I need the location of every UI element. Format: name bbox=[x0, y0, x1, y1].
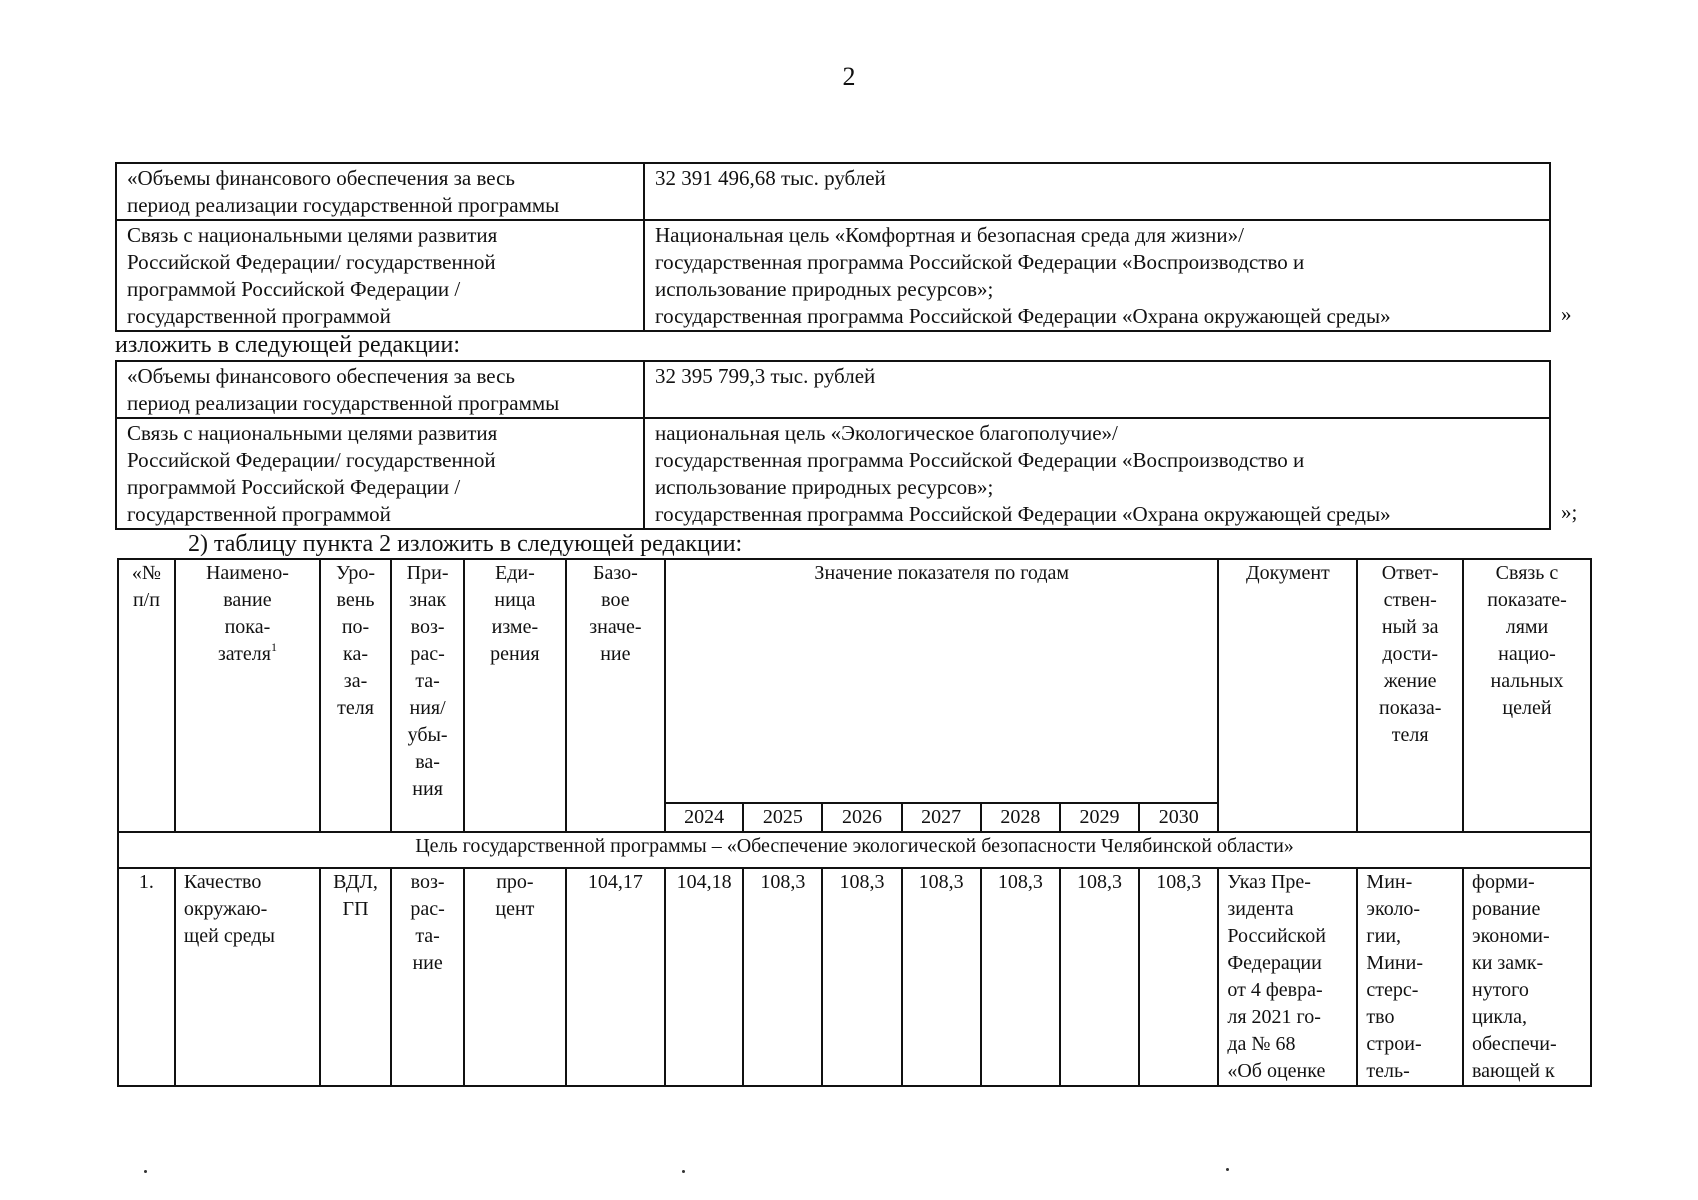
goal-text: Цель государственной программы – «Обеспечение экологической безопасности Челябинской области» bbox=[118, 832, 1591, 868]
year-2029: 2029 bbox=[1060, 803, 1139, 832]
col-header-values-by-year: Значение показателя по годам bbox=[665, 559, 1218, 803]
col-header-level: Уро- вень по- ка- за- теля bbox=[320, 559, 391, 832]
row-indicator-name: Качество окружаю- щей среды bbox=[175, 868, 320, 1086]
row-document: Указ Пре- зидента Российской Федерации от 4 февра- ля 2021 го- да № 68 «Об оценке bbox=[1218, 868, 1357, 1086]
old-national-goals-label: Связь с национальными целями развития Российской Федерации/ государственной программой Российской Федерации / государственной программой bbox=[116, 220, 644, 331]
col-header-document: Документ bbox=[1218, 559, 1357, 832]
new-national-goals-label: Связь с национальными целями развития Российской Федерации/ государственной программой Российской Федерации / государственной программой bbox=[116, 418, 644, 529]
year-2026: 2026 bbox=[822, 803, 901, 832]
row-unit: про- цент bbox=[464, 868, 566, 1086]
new-closing-quote: »; bbox=[1561, 500, 1578, 524]
row-responsible: Мин- эколо- гии, Мини- стерс- тво строи- тель- bbox=[1357, 868, 1463, 1086]
row-value-2029: 108,3 bbox=[1060, 868, 1139, 1086]
goal-row bbox=[118, 832, 1591, 868]
row-level: ВДЛ, ГП bbox=[320, 868, 391, 1086]
col-header-unit: Еди- ница изме- рения bbox=[464, 559, 566, 832]
new-passport-table bbox=[115, 360, 1551, 530]
year-2024: 2024 bbox=[665, 803, 743, 832]
col-header-sign: При- знак воз- рас- та- ния/ убы- ва- ния bbox=[391, 559, 464, 832]
year-2025: 2025 bbox=[743, 803, 822, 832]
page-number: 2 bbox=[842, 62, 856, 91]
row-value-2025: 108,3 bbox=[743, 868, 822, 1086]
old-closing-quote: » bbox=[1561, 302, 1572, 326]
col-header-num: «№ п/п bbox=[118, 559, 175, 832]
row-value-2027: 108,3 bbox=[902, 868, 981, 1086]
col-header-national-goals-link: Связь с показате- лями нацио- нальных целей bbox=[1463, 559, 1591, 832]
row-national-goals-link: форми- рование экономи- ки замк- нутого цикла, обеспечи- вающей к bbox=[1463, 868, 1591, 1086]
new-financing-row bbox=[116, 361, 1550, 418]
old-financing-value: 32 391 496,68 тыс. рублей bbox=[644, 163, 1550, 220]
row-value-2026: 108,3 bbox=[822, 868, 901, 1086]
year-2028: 2028 bbox=[981, 803, 1060, 832]
row-sign: воз- рас- та- ние bbox=[391, 868, 464, 1086]
old-financing-row bbox=[116, 163, 1550, 220]
transition-text: изложить в следующей редакции: bbox=[115, 332, 461, 358]
scan-speck bbox=[144, 1170, 147, 1173]
new-national-goals-row bbox=[116, 418, 1550, 529]
year-2027: 2027 bbox=[902, 803, 981, 832]
old-passport-table bbox=[115, 162, 1551, 332]
row-value-2028: 108,3 bbox=[981, 868, 1060, 1086]
new-financing-value: 32 395 799,3 тыс. рублей bbox=[644, 361, 1550, 418]
item-heading: 2) таблицу пункта 2 изложить в следующей редакции: bbox=[188, 531, 743, 557]
table-row bbox=[118, 868, 1591, 1086]
old-financing-label: «Объемы финансового обеспечения за весь период реализации государственной программы bbox=[116, 163, 644, 220]
scan-speck bbox=[1226, 1168, 1229, 1171]
col-header-base: Базо- вое значе- ние bbox=[566, 559, 665, 832]
new-financing-label: «Объемы финансового обеспечения за весь период реализации государственной программы bbox=[116, 361, 644, 418]
header-row bbox=[118, 559, 1591, 803]
old-national-goals-value: Национальная цель «Комфортная и безопасная среда для жизни»/ государственная программа Российской Федерации «Воспроизводство и использование природных ресурсов»; государственная программа Российской Федерации «Охрана окружающей среды» bbox=[644, 220, 1550, 331]
year-2030: 2030 bbox=[1139, 803, 1218, 832]
col-header-name: Наимено- вание пока- зателя$^1$ bbox=[175, 559, 320, 832]
row-value-2024: 104,18 bbox=[665, 868, 743, 1086]
indicators-table bbox=[117, 558, 1592, 1087]
new-national-goals-value: национальная цель «Экологическое благополучие»/ государственная программа Российской Федерации «Воспроизводство и использование природных ресурсов»; государственная программа Российской Федерации «Охрана окружающей среды» bbox=[644, 418, 1550, 529]
row-value-2030: 108,3 bbox=[1139, 868, 1218, 1086]
col-header-responsible: Ответ- ствен- ный за дости- жение показа- теля bbox=[1357, 559, 1463, 832]
row-num: 1. bbox=[118, 868, 175, 1086]
scan-speck bbox=[682, 1170, 685, 1173]
old-national-goals-row bbox=[116, 220, 1550, 331]
footnote-marker: 1 bbox=[270, 640, 277, 654]
row-base-value: 104,17 bbox=[566, 868, 665, 1086]
